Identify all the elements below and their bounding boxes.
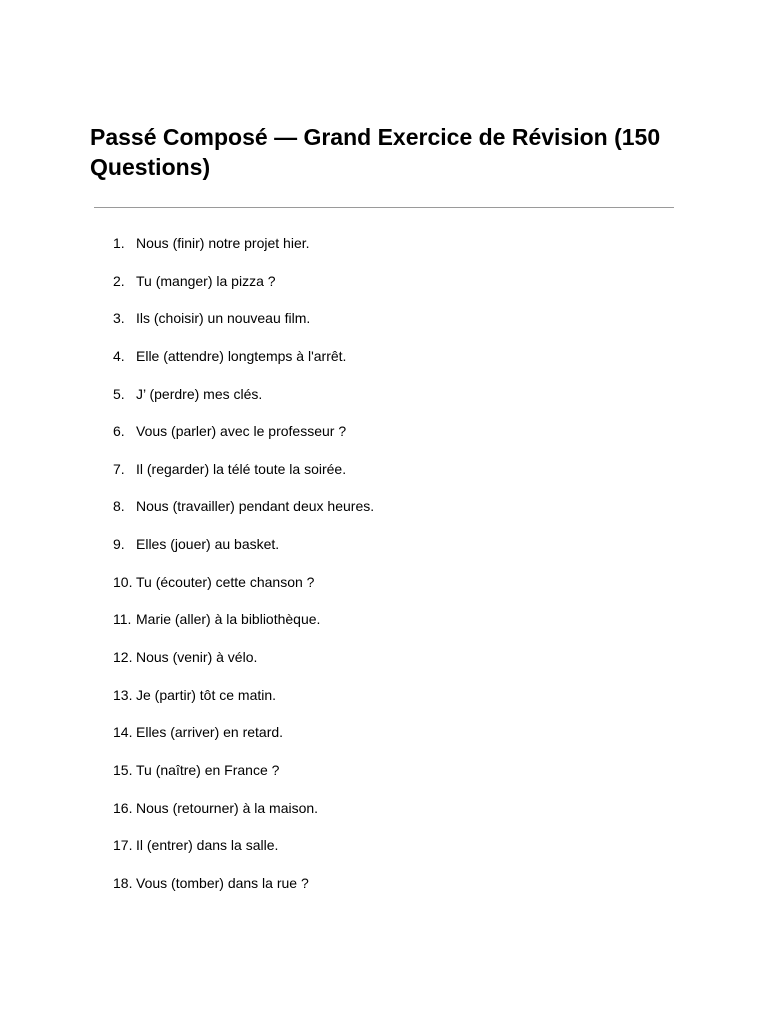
question-text: Nous (travailler) pendant deux heures.: [136, 498, 375, 515]
question-item: [0, 494, 768, 532]
question-item: [0, 607, 768, 645]
question-item: [0, 532, 768, 570]
question-item: [0, 306, 768, 344]
question-item: [0, 570, 768, 608]
question-item: [0, 683, 768, 721]
question-text: Elles (arriver) en retard.: [136, 724, 284, 741]
question-number: 2.: [113, 272, 125, 289]
question-number: 17.: [113, 837, 133, 854]
question-item: [0, 871, 768, 909]
question-item: [0, 382, 768, 420]
question-item: [0, 796, 768, 834]
question-text: Il (entrer) dans la salle.: [136, 837, 279, 854]
question-text: Elle (attendre) longtemps à l'arrêt.: [136, 347, 347, 364]
question-item: [0, 645, 768, 683]
page-title: Passé Composé — Grand Exercice de Révision (150 Questions): [90, 124, 661, 180]
question-number: 13.: [113, 686, 133, 703]
question-number: 11.: [113, 611, 132, 628]
question-number: 7.: [113, 460, 125, 477]
question-item: [0, 833, 768, 871]
question-text: Nous (finir) notre projet hier.: [136, 235, 310, 251]
question-text: J’ (perdre) mes clés.: [136, 385, 263, 402]
question-number: 12.: [113, 649, 133, 666]
question-number: 4.: [113, 347, 125, 364]
question-number: 10.: [113, 573, 133, 590]
question-text: Je (partir) tôt ce matin.: [136, 686, 277, 703]
question-item: [0, 419, 768, 457]
question-number: 6.: [113, 423, 125, 440]
question-number: 1.: [113, 235, 125, 251]
question-item: [0, 457, 768, 495]
question-number: 8.: [113, 498, 125, 515]
question-text: Ils (choisir) un nouveau film.: [136, 310, 311, 327]
question-text: Tu (écouter) cette chanson ?: [136, 573, 315, 590]
question-number: 14.: [113, 724, 133, 741]
question-text: Vous (parler) avec le professeur ?: [136, 423, 347, 440]
question-text: Elles (jouer) au basket.: [136, 536, 280, 553]
question-item: [0, 269, 768, 307]
question-item: [0, 231, 768, 269]
question-item: [0, 720, 768, 758]
question-text: Il (regarder) la télé toute la soirée.: [136, 460, 347, 477]
question-list: [0, 231, 768, 909]
question-number: 15.: [113, 761, 133, 778]
question-number: 5.: [113, 385, 125, 402]
question-text: Tu (manger) la pizza ?: [136, 272, 276, 289]
question-text: Nous (venir) à vélo.: [136, 649, 258, 666]
question-number: 3.: [113, 310, 125, 327]
question-text: Vous (tomber) dans la rue ?: [136, 874, 309, 891]
question-item: [0, 344, 768, 382]
question-text: Nous (retourner) à la maison.: [136, 799, 319, 816]
question-number: 18.: [113, 874, 133, 891]
question-text: Tu (naître) en France ?: [136, 761, 280, 778]
question-number: 9.: [113, 536, 125, 553]
title-divider: [94, 207, 674, 208]
question-text: Marie (aller) à la bibliothèque.: [136, 611, 321, 628]
question-number: 16.: [113, 799, 133, 816]
question-item: [0, 758, 768, 796]
